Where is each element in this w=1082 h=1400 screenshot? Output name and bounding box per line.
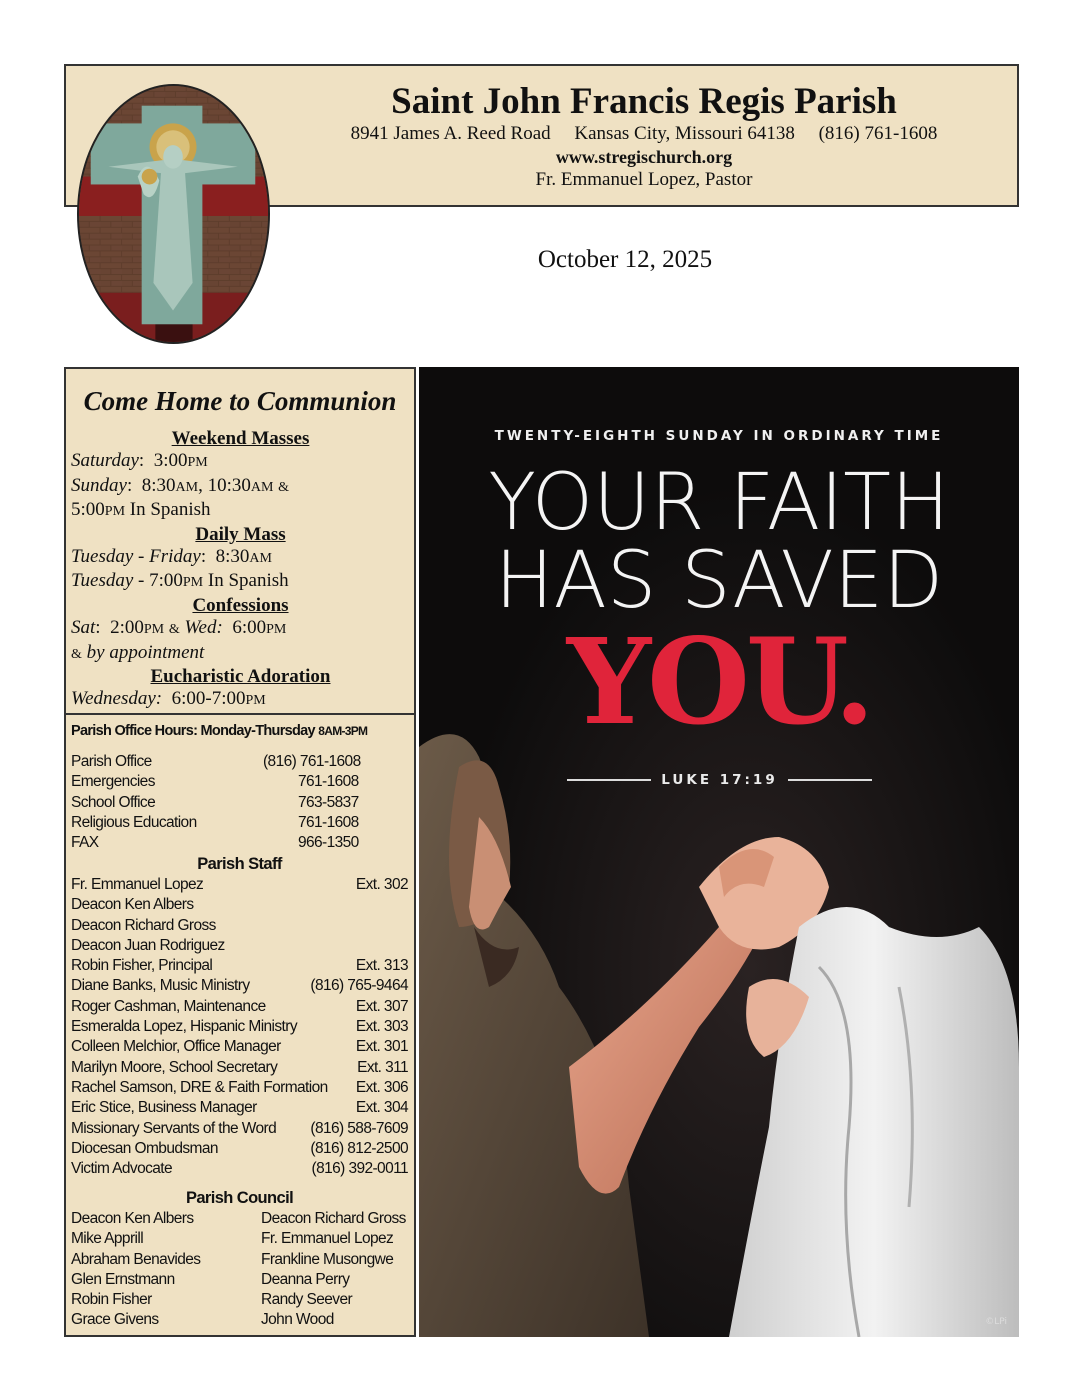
- council-member: Fr. Emmanuel Lopez: [261, 1230, 394, 1248]
- bulletin-date: October 12, 2025: [537, 246, 713, 273]
- crucifix-photo: [77, 84, 270, 344]
- confession-appointment: & by appointment: [71, 641, 205, 663]
- parish-phone: (816) 761-1608: [818, 123, 938, 144]
- office-hours: Parish Office Hours: Monday-Thursday 8AM-3PM: [71, 723, 368, 739]
- confessions-heading: Confessions: [192, 594, 289, 616]
- adoration-time: Wednesday: 6:00-7:00PM: [71, 688, 266, 710]
- council-member: Robin Fisher: [71, 1291, 152, 1309]
- contact-row: Religious Education 761-1608: [71, 813, 359, 831]
- sunday-spanish-mass: 5:00PM In Spanish: [71, 499, 211, 521]
- staff-row: Fr. Emmanuel Lopez Ext. 302: [71, 876, 408, 893]
- street-address: 8941 James A. Reed Road: [350, 123, 551, 144]
- saturday-mass: Saturday: 3:00PM: [71, 450, 208, 472]
- contact-row: School Office 763-5837: [71, 793, 359, 811]
- council-member: Deacon Ken Albers: [71, 1210, 194, 1227]
- council-member: Grace Givens: [71, 1311, 159, 1329]
- daily-mass-heading: Daily Mass: [195, 523, 286, 545]
- staff-row: Robin Fisher, Principal Ext. 313: [71, 957, 408, 975]
- staff-row: Diocesan Ombudsman (816) 812-2500: [71, 1139, 408, 1157]
- scripture-reference: [567, 772, 872, 788]
- schedule-title: Come Home to Communion: [83, 386, 397, 416]
- section-divider: [66, 713, 414, 715]
- staff-row: Deacon Ken Albers: [71, 896, 194, 914]
- contact-list: [71, 752, 408, 853]
- city-address: Kansas City, Missouri 64138: [574, 123, 795, 144]
- liturgical-day: TWENTY-EIGHTH SUNDAY IN ORDINARY TIME: [494, 428, 944, 444]
- pastor-name: Fr. Emmanuel Lopez, Pastor: [535, 169, 753, 190]
- council-list: [71, 1187, 408, 1331]
- staff-row: Diane Banks, Music Ministry (816) 765-9464: [71, 977, 408, 995]
- staff-heading: Parish Staff: [197, 855, 282, 873]
- contact-row: Parish Office (816) 761-1608: [71, 753, 361, 770]
- reference-text: LUKE 17:19: [661, 772, 778, 788]
- council-member: Abraham Benavides: [71, 1250, 201, 1268]
- weekend-masses-heading: Weekend Masses: [171, 428, 310, 449]
- tuesday-spanish-mass: Tuesday - 7:00PM In Spanish: [71, 570, 289, 592]
- council-heading: Parish Council: [185, 1189, 294, 1207]
- parish-address-line: [271, 122, 1017, 146]
- mass-schedule: [71, 428, 410, 713]
- copyright-mark: ©LPi: [985, 1317, 1007, 1327]
- staff-row: Esmeralda Lopez, Hispanic Ministry Ext. 303: [71, 1018, 408, 1036]
- confession-times: Sat: 2:00PM & Wed: 6:00PM: [71, 617, 287, 639]
- adoration-heading: Eucharistic Adoration: [150, 666, 331, 688]
- poster-headline-line1: YOUR FAITH: [488, 458, 950, 548]
- staff-list: [71, 853, 408, 1179]
- council-member: Deanna Perry: [261, 1270, 350, 1288]
- council-member: John Wood: [261, 1311, 334, 1329]
- sunday-mass: Sunday: 8:30AM, 10:30AM &: [71, 474, 290, 496]
- info-column: [64, 367, 416, 1337]
- crucifix-illustration: [79, 86, 268, 342]
- staff-row: Rachel Samson, DRE & Faith Formation Ext. 306: [71, 1078, 408, 1096]
- reference-rule-left: [567, 779, 651, 781]
- header-text: [271, 82, 1017, 191]
- staff-row: Deacon Richard Gross: [71, 916, 216, 934]
- reference-rule-right: [788, 779, 872, 781]
- sunday-poster: [419, 367, 1019, 1337]
- weekday-mass: Tuesday - Friday: 8:30AM: [71, 546, 272, 568]
- staff-row: Victim Advocate (816) 392-0011: [71, 1160, 408, 1178]
- contact-row: Emergencies 761-1608: [71, 773, 359, 791]
- parish-name: Saint John Francis Regis Parish: [391, 81, 897, 122]
- poster-headline-line2: HAS SAVED: [494, 536, 944, 626]
- council-member: Frankline Musongwe: [261, 1250, 394, 1268]
- staff-row: Missionary Servants of the Word (816) 588-7609: [71, 1119, 408, 1137]
- staff-row: Marilyn Moore, School Secretary Ext. 311: [71, 1058, 408, 1076]
- contact-row: FAX 966-1350: [71, 834, 359, 852]
- council-member: Mike Apprill: [71, 1230, 144, 1248]
- council-member: Glen Ernstmann: [71, 1270, 175, 1288]
- staff-row: Roger Cashman, Maintenance Ext. 307: [71, 997, 408, 1015]
- council-grid: [71, 1209, 408, 1331]
- council-member: Randy Seever: [261, 1291, 353, 1309]
- staff-row: Eric Stice, Business Manager Ext. 304: [71, 1099, 408, 1117]
- staff-row: Colleen Melchior, Office Manager Ext. 301: [71, 1038, 408, 1056]
- staff-row: Deacon Juan Rodriguez: [71, 936, 225, 954]
- council-member: Deacon Richard Gross: [261, 1210, 406, 1227]
- parish-website[interactable]: www.stregischurch.org: [555, 147, 733, 167]
- poster-headline-emphasis: YOU.: [566, 612, 872, 751]
